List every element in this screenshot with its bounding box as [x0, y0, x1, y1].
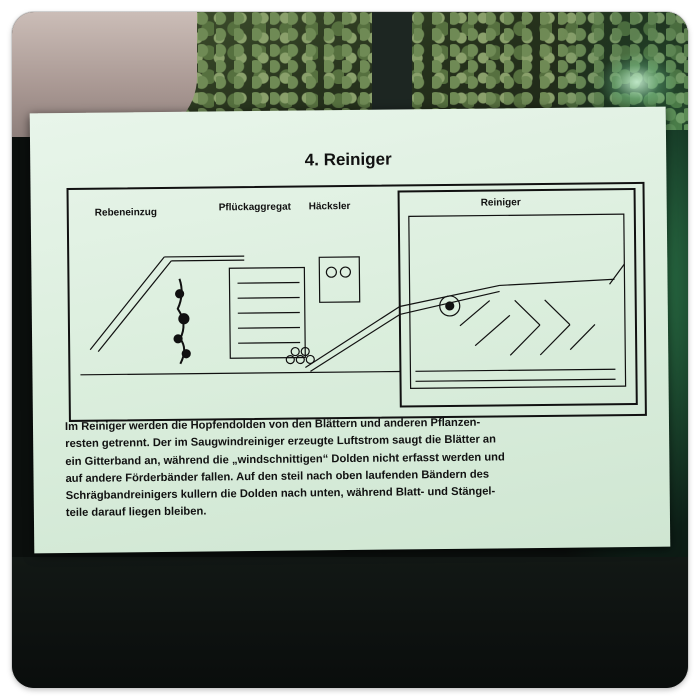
machine-diagram-drawing — [69, 184, 645, 420]
description-line: resten getrennt. Der im Saugwindreiniger erzeugte Luftstrom saugt die Blätter an — [65, 433, 497, 451]
dark-foreground — [12, 557, 688, 688]
dark-post — [372, 12, 412, 112]
sign-title: 4. Reiniger — [304, 149, 392, 170]
label-rebeneinzug: Rebeneinzug — [94, 207, 158, 219]
label-haecksler: Häcksler — [308, 200, 351, 213]
machine-diagram — [66, 182, 646, 422]
photo-frame — [12, 12, 688, 688]
lamp-glow — [597, 52, 677, 112]
label-reiniger: Reiniger — [480, 197, 521, 209]
description-line: ein Gitterband an, während die „windschnittigen“ Dolden nicht erfasst werden und — [65, 450, 505, 468]
sign-description — [65, 413, 646, 523]
information-sign — [30, 107, 671, 554]
description-line: teile darauf liegen bleiben. — [65, 505, 207, 520]
description-line: auf andere Förderbänder fallen. Auf den steil nach oben laufenden Bändern des — [65, 468, 490, 485]
label-pflueckaggregat: Pflückaggregat — [218, 201, 292, 214]
description-line: Im Reiniger werden die Hopfendolden von den Blättern und anderen Pflanzen- — [64, 416, 481, 433]
description-line: Schrägbandreinigers kullern die Dolden nach unten, während Blatt- und Stängel- — [65, 485, 496, 503]
